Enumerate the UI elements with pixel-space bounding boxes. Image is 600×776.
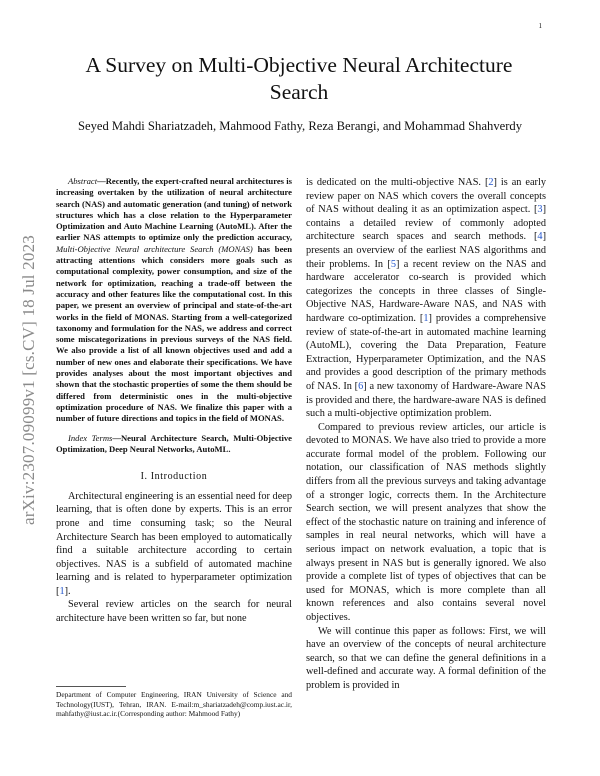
citation-link[interactable]: 5 [390, 258, 396, 270]
page-number: 1 [538, 22, 542, 30]
citation-link[interactable]: 4 [537, 231, 543, 243]
section-heading-introduction: I. Introduction [140, 471, 208, 483]
right-paragraph-1 [306, 176, 546, 421]
citation-link[interactable]: 6 [358, 380, 364, 392]
citation-link[interactable]: 2 [488, 177, 494, 188]
right-paragraph-2: Compared to previous review articles, our article is devoted to MONAS. We have also tried to provide a more accurate formal model of the problem. Following our notation, our classification of NAS methods slightly differs from all the previous surveys and taking advantage of a stronger logic, corrects them. In the Architecture Search section, we will present analyzes that show the effect of the stochastic nature on training and inference of samples in real neural networks, which will have a serious impact on network evaluation, a topic that is always present in NAS but is generally ignored. We also provide a complete list of types of objectives that can be used for MONAS, which is more complete than all known references and also contains several novel objectives. [306, 421, 546, 623]
abstract-text-1: —Recently, the expert-crafted neural architectures is increasing overtaken by the utilization of neural architecture search (NAS) and automatic generation (and tuning) of network structures which has a close relation to the Hyperparameter Optimization and Auto Machine Learning (AutoML). After the earlier NAS attempts to optimize only the prediction accuracy, [56, 176, 292, 243]
abstract-label: Abstract [68, 176, 98, 186]
right-p1-e: ] a recent review on the NAS and hardware accelerator co-search is provided which categorizes the concepts in three classes of Single-Objective NAS, Hardware-Aware NAS, and NAS with hardware co-optimization. [ [306, 258, 546, 324]
index-terms-text: —Neural Architecture Search, Multi-Objective Optimization, Deep Neural Networks, AutoML. [56, 432, 292, 454]
citation-link[interactable]: 1 [59, 585, 65, 597]
footnote-rule [56, 686, 126, 687]
citation-link[interactable]: 3 [537, 204, 543, 216]
footnote: Department of Computer Engineering, IRAN University of Science and Technology(IUST), Tehran, IRAN. E-mail:m_shariatzadeh@comp.iust.ac.ir, mahfathy@iust.ac.ir.(Corresponding author: Mahmood Fathy) [56, 690, 292, 719]
right-p1-f: ] provides a comprehensive review of state-of-the-art in automated machine learning (AutoML), covering the Data Preparation, Feature Extraction, Hyperparameter Optimization, and the NAS and provides a good description of the primary methods of NAS. In [ [306, 312, 546, 392]
intro-paragraph-2: Several review articles on the search for neural architecture have been written so far, but none [56, 599, 292, 625]
right-p1-a: is dedicated on the multi-objective NAS. [ [306, 177, 489, 188]
right-column [306, 176, 546, 693]
arxiv-id: arXiv:2307.09099v1 [cs.CV] 18 Jul 2023 [19, 235, 38, 525]
right-p1-b: ] is an early review paper on NAS which covers the overall concepts of NAS without dealing it as an optimization aspect. [ [306, 177, 546, 216]
intro-p1-tail: ]. [64, 585, 71, 597]
abstract [56, 176, 292, 425]
intro-p1-text: Architectural engineering is an essential need for deep learning, that is often done by experts. This is an error prone and time consuming task; so the Neural Architecture Search has been employed to automatically find a suitable architecture according to certain objectives. NAS is a subfield of automated machine learning and is related to hyperparameter optimization [ [56, 490, 292, 597]
abstract-italic: Multi-Objective Neural architecture Search (MONAS) [56, 243, 253, 254]
index-terms-label: Index Terms [68, 432, 113, 443]
arxiv-watermark [14, 210, 44, 550]
left-column [56, 176, 292, 626]
right-p1-c: ] contains a detailed review of commonly adopted architecture search spaces and search methods. [ [306, 204, 546, 243]
paper-title: A Survey on Multi-Objective Neural Architecture Search [85, 53, 513, 104]
right-paragraph-3: We will continue this paper as follows: First, we will have an overview of the concepts of neural architecture search, so that we can define the general definitions in a well-defined and accurate way. A formal definition of the problem is provided in [306, 625, 546, 691]
index-terms [56, 433, 292, 456]
right-p1-d: ] presents an overview of the earliest NAS algorithms and their problems. In [ [306, 231, 546, 270]
author-list: Seyed Mahdi Shariatzadeh, Mahmood Fathy, Reza Berangi, and Mohammad Shahverdy [77, 119, 523, 133]
right-p1-g: ] a new taxonomy of Hardware-Aware NAS is provided and there, the hardware-aware NAS is defined such a multi-objective optimization problem. [306, 380, 546, 420]
citation-link[interactable]: 1 [423, 312, 429, 324]
abstract-text-2: has been attracting attentions which considers more goals such as computational complexity, power consumption, and size of the network for optimization, reaching a trade-off between the accuracy and other features like the computational cost. In this paper, we present an overview of principal and state-of-the-art works in the field of MONAS. Starting from a well-categorized taxonomy and formulation for the NAS, we address and correct some miscategorizations in previous surveys of the NAS field. We also provide a list of all known objectives used and add a number of new ones and elaborate their specifications. We have provides analyses about the most important objectives and shown that the stochastic properties of some the them should be differed from deterministic ones in the multi-objective optimization procedure of NAS. We finalize this paper with a number of future directions and topics in the field of MONAS. [56, 243, 292, 424]
intro-paragraph-1 [56, 490, 292, 599]
